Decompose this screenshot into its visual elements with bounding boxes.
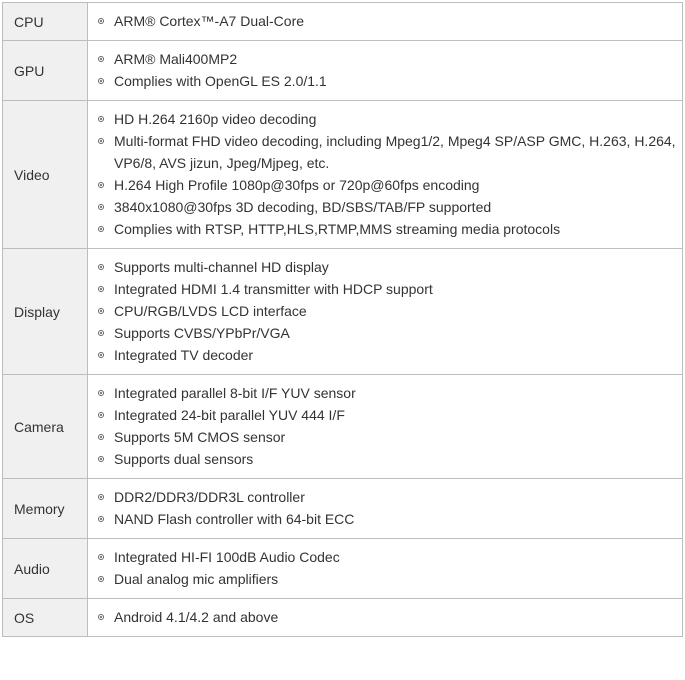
spec-value-cell — [88, 599, 683, 637]
spec-row-display — [3, 249, 683, 375]
spec-item-text: Complies with OpenGL ES 2.0/1.1 — [114, 73, 327, 89]
spec-item-list — [97, 486, 682, 530]
spec-value-cell — [88, 375, 683, 479]
bullet-icon — [98, 138, 104, 144]
bullet-icon — [98, 554, 104, 560]
spec-row-audio — [3, 539, 683, 599]
spec-row-memory — [3, 479, 683, 539]
bullet-icon — [98, 18, 104, 24]
spec-item — [97, 218, 682, 240]
spec-row-cpu — [3, 3, 683, 41]
bullet-icon — [98, 56, 104, 62]
spec-value-cell — [88, 41, 683, 101]
bullet-icon — [98, 330, 104, 336]
spec-item — [97, 10, 682, 32]
spec-item — [97, 448, 682, 470]
spec-item-text: CPU/RGB/LVDS LCD interface — [114, 303, 307, 319]
spec-item-text: Multi-format FHD video decoding, including Mpeg1/2, Mpeg4 SP/ASP GMC, H.263, H.264, VP6/8, AVS jizun, Jpeg/Mjpeg, etc. — [114, 133, 676, 171]
spec-item — [97, 344, 682, 366]
spec-item — [97, 278, 682, 300]
spec-value-cell — [88, 249, 683, 375]
bullet-icon — [98, 434, 104, 440]
bullet-icon — [98, 456, 104, 462]
spec-item — [97, 382, 682, 404]
spec-item-text: Android 4.1/4.2 and above — [114, 609, 279, 625]
bullet-icon — [98, 494, 104, 500]
spec-row-os — [3, 599, 683, 637]
spec-item — [97, 568, 682, 590]
bullet-icon — [98, 412, 104, 418]
spec-value-cell — [88, 3, 683, 41]
spec-table — [2, 2, 683, 637]
spec-item — [97, 426, 682, 448]
spec-item-text: ARM® Mali400MP2 — [114, 51, 238, 67]
spec-item-list — [97, 256, 682, 366]
spec-item-text: ARM® Cortex™-A7 Dual-Core — [114, 13, 305, 29]
spec-item-text: Complies with RTSP, HTTP,HLS,RTMP,MMS streaming media protocols — [114, 221, 561, 237]
spec-item-list — [97, 48, 682, 92]
spec-item — [97, 256, 682, 278]
spec-item-text: Integrated parallel 8-bit I/F YUV sensor — [114, 385, 356, 401]
bullet-icon — [98, 308, 104, 314]
spec-value-cell — [88, 539, 683, 599]
bullet-icon — [98, 116, 104, 122]
spec-item — [97, 486, 682, 508]
spec-item — [97, 508, 682, 530]
spec-row-camera — [3, 375, 683, 479]
spec-item-text: DDR2/DDR3/DDR3L controller — [114, 489, 305, 505]
spec-item — [97, 546, 682, 568]
spec-item-text: Integrated TV decoder — [114, 347, 254, 363]
bullet-icon — [98, 182, 104, 188]
spec-value-cell — [88, 101, 683, 249]
spec-item — [97, 130, 682, 174]
spec-item-text: Supports CVBS/YPbPr/VGA — [114, 325, 290, 341]
spec-item-list — [97, 10, 682, 32]
spec-item-list — [97, 382, 682, 470]
bullet-icon — [98, 204, 104, 210]
spec-item-list — [97, 546, 682, 590]
spec-item — [97, 108, 682, 130]
spec-label: Camera — [3, 375, 88, 479]
spec-item — [97, 48, 682, 70]
spec-row-gpu — [3, 41, 683, 101]
spec-label: OS — [3, 599, 88, 637]
spec-item — [97, 70, 682, 92]
spec-item — [97, 404, 682, 426]
bullet-icon — [98, 226, 104, 232]
bullet-icon — [98, 614, 104, 620]
spec-item-text: Integrated HI-FI 100dB Audio Codec — [114, 549, 340, 565]
spec-label: Memory — [3, 479, 88, 539]
spec-item-text: NAND Flash controller with 64-bit ECC — [114, 511, 355, 527]
spec-label: GPU — [3, 41, 88, 101]
spec-value-cell — [88, 479, 683, 539]
bullet-icon — [98, 516, 104, 522]
bullet-icon — [98, 286, 104, 292]
bullet-icon — [98, 78, 104, 84]
spec-item — [97, 322, 682, 344]
spec-item-text: Supports multi-channel HD display — [114, 259, 329, 275]
spec-item-list — [97, 108, 682, 240]
spec-item-list — [97, 606, 682, 628]
spec-table-body — [3, 3, 683, 637]
bullet-icon — [98, 576, 104, 582]
spec-label: Display — [3, 249, 88, 375]
spec-item-text: Supports 5M CMOS sensor — [114, 429, 286, 445]
spec-label: CPU — [3, 3, 88, 41]
spec-item-text: Integrated 24-bit parallel YUV 444 I/F — [114, 407, 345, 423]
spec-label: Video — [3, 101, 88, 249]
spec-row-video — [3, 101, 683, 249]
spec-item — [97, 300, 682, 322]
spec-item-text: Dual analog mic amplifiers — [114, 571, 279, 587]
spec-item — [97, 606, 682, 628]
spec-label: Audio — [3, 539, 88, 599]
spec-item-text: HD H.264 2160p video decoding — [114, 111, 317, 127]
bullet-icon — [98, 264, 104, 270]
spec-item-text: H.264 High Profile 1080p@30fps or 720p@60fps encoding — [114, 177, 480, 193]
bullet-icon — [98, 352, 104, 358]
spec-item-text: 3840x1080@30fps 3D decoding, BD/SBS/TAB/FP supported — [114, 199, 492, 215]
bullet-icon — [98, 390, 104, 396]
spec-item-text: Supports dual sensors — [114, 451, 254, 467]
spec-item — [97, 196, 682, 218]
spec-item — [97, 174, 682, 196]
spec-item-text: Integrated HDMI 1.4 transmitter with HDCP support — [114, 281, 433, 297]
